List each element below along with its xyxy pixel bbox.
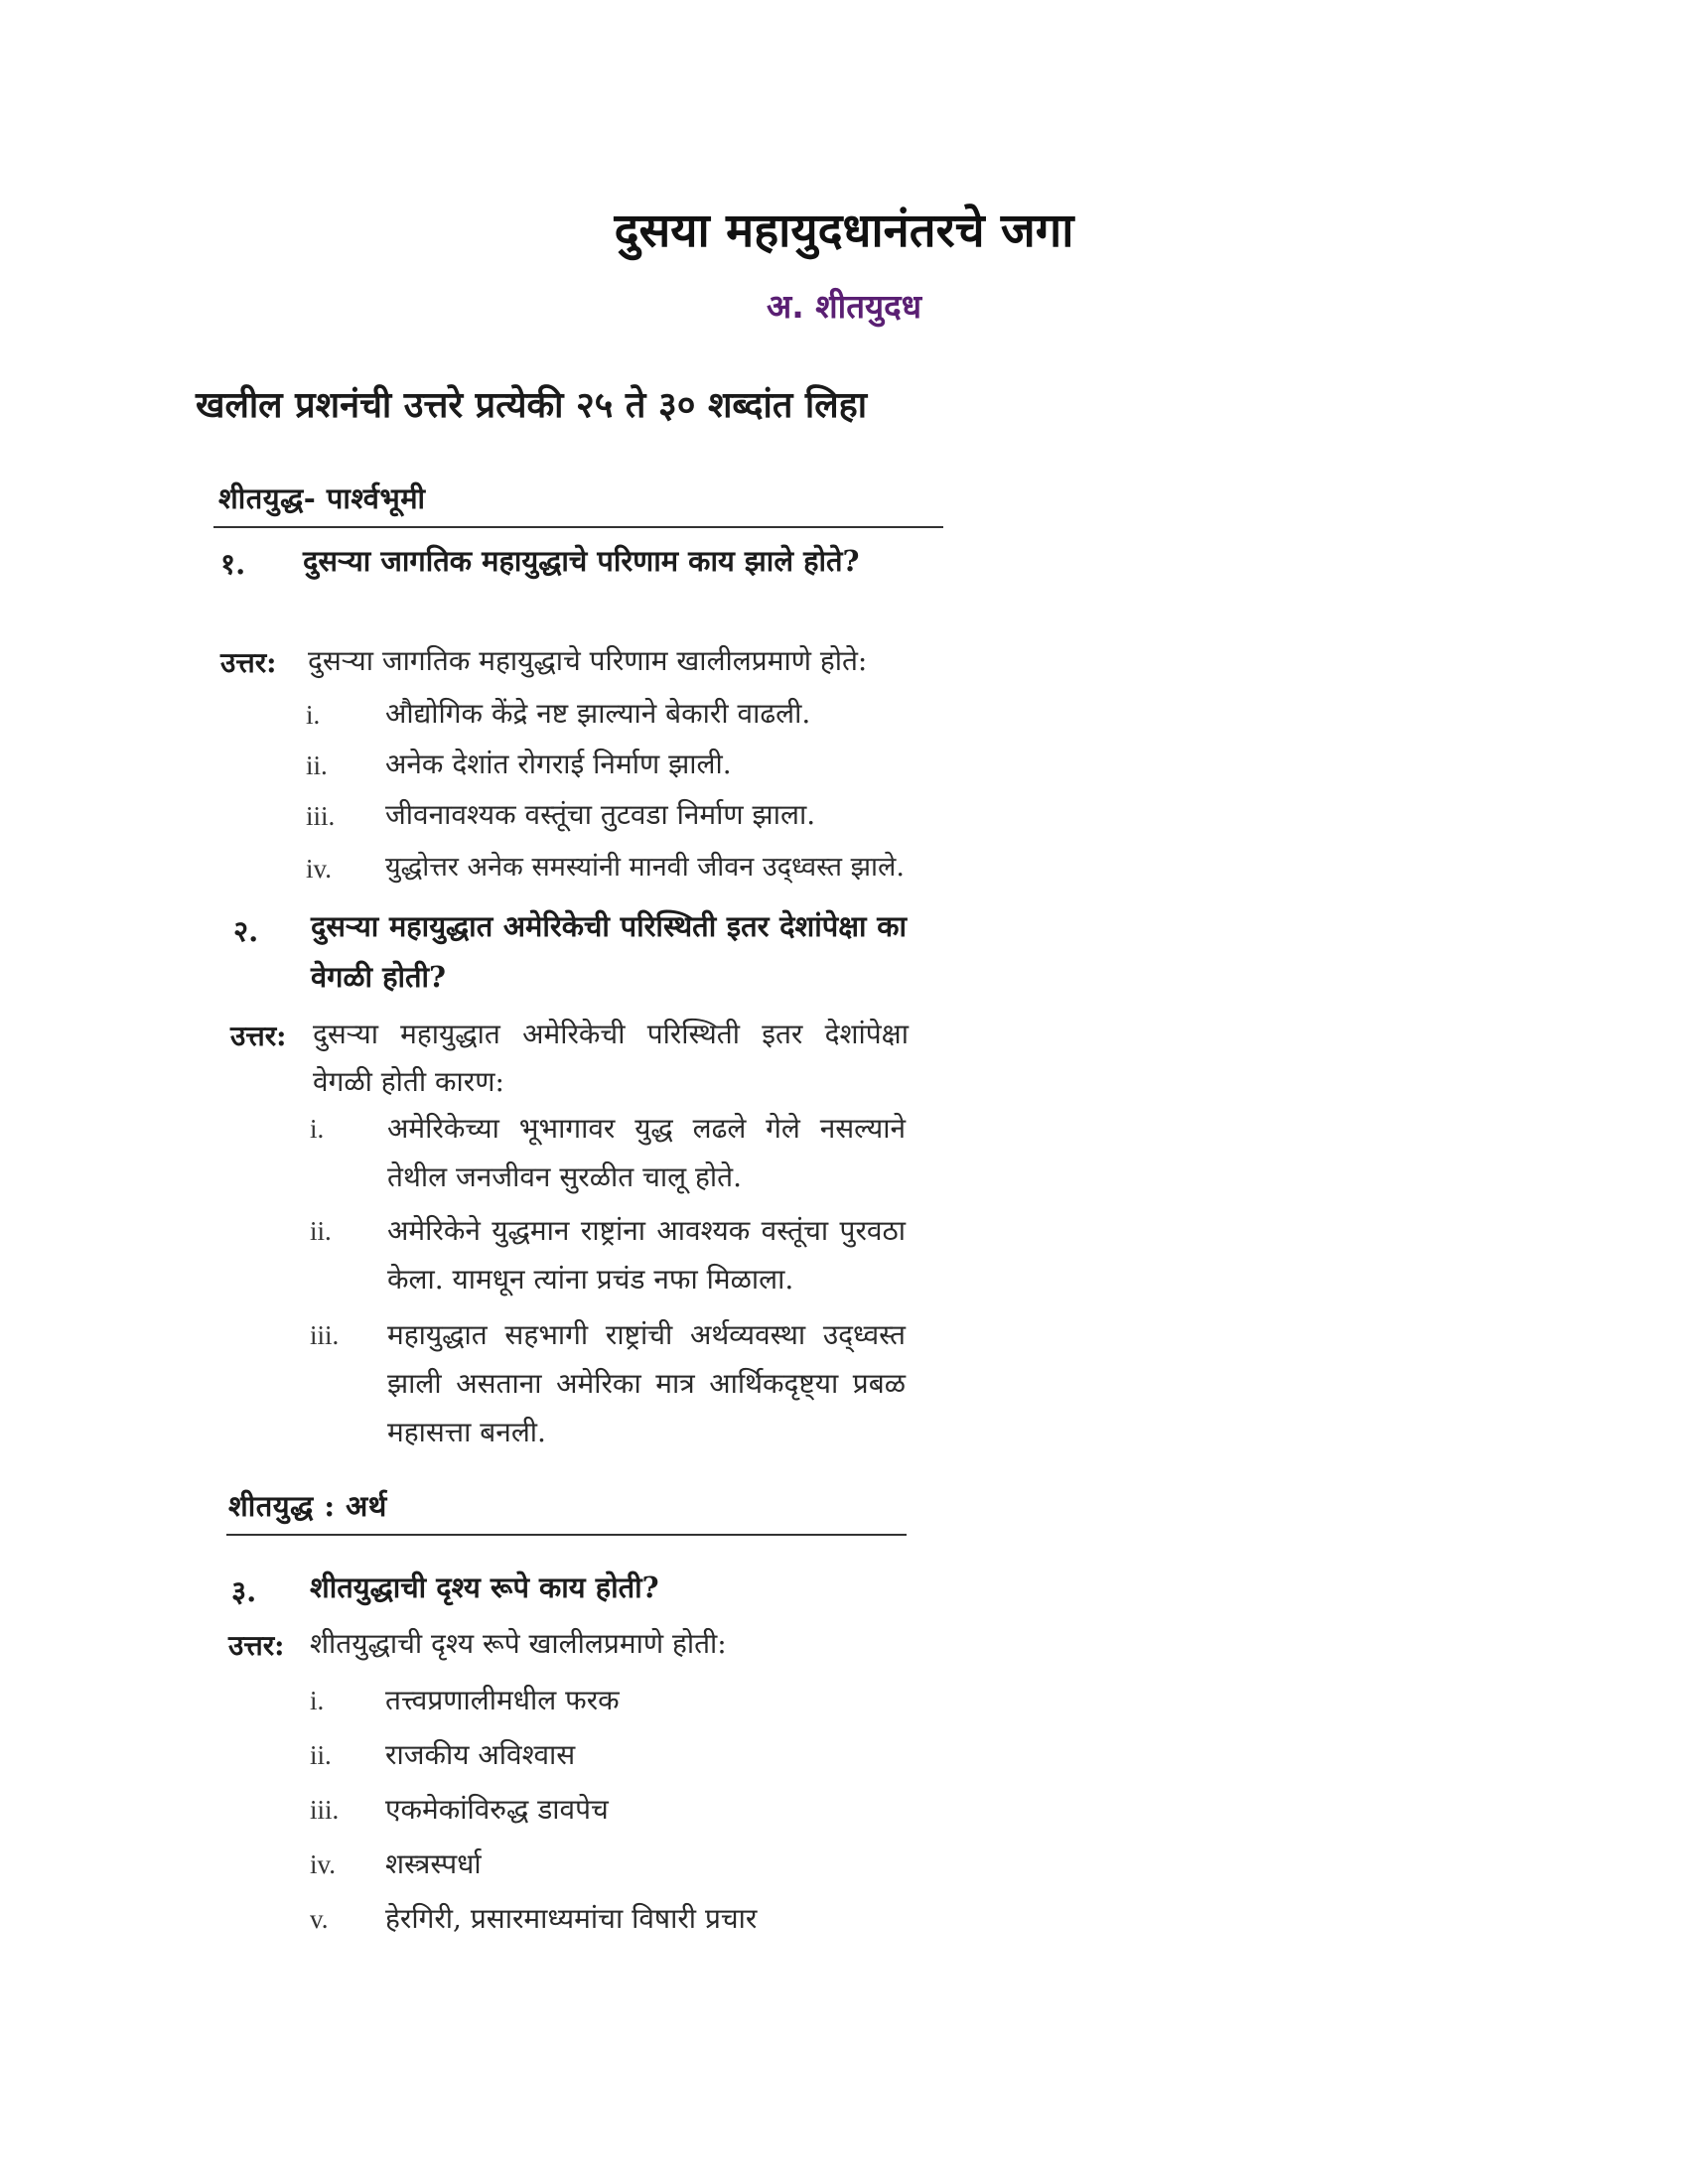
point-marker: iii. — [310, 1320, 340, 1350]
answer-point: हेरगिरी, प्रसारमाध्यमांचा विषारी प्रचार — [385, 1902, 758, 1935]
answer-point: एकमेकांविरुद्ध डावपेच — [385, 1793, 609, 1826]
answer-point: युद्धोत्तर अनेक समस्यांनी मानवी जीवन उद्ध्वस्त झाले. — [385, 852, 905, 883]
point-marker: ii. — [310, 1740, 332, 1770]
question-text: दुसऱ्या महायुद्धात अमेरिकेची परिस्थिती इतर देशांपेक्षा का वेगळी होती? — [311, 909, 907, 994]
section-heading: शीतयुद्ध- पार्श्वभूमी — [218, 481, 426, 515]
answer-point: अनेक देशांत रोगराई निर्माण झाली. — [385, 748, 732, 780]
answer-point: अमेरिकेच्या भूभागावर युद्ध लढले गेले नसल्याने तेथील जनजीवन सुरळीत चालू होते. — [387, 1112, 906, 1193]
instruction-text: खलील प्रशनंची उत्तरे प्रत्येकी २५ ते ३० शब्दांत लिहा — [196, 385, 868, 426]
question-number: ३. — [231, 1574, 257, 1608]
point-marker: v. — [310, 1904, 329, 1934]
page-title: दुसया महायुदधानंतरचे जगा — [614, 204, 1074, 258]
answer-intro: दुसऱ्या जागतिक महायुद्धाचे परिणाम खालीलप्रमाणे होते: — [308, 644, 868, 677]
answer-label: उत्तर: — [220, 646, 277, 679]
answer-label: उत्तर: — [230, 1020, 287, 1052]
point-marker: iii. — [306, 801, 336, 831]
point-marker: iii. — [310, 1795, 340, 1825]
answer-point: औद्योगिक केंद्रे नष्ट झाल्याने बेकारी वाढली. — [385, 697, 811, 730]
point-marker: iv. — [310, 1849, 336, 1879]
answer-point: जीवनावश्यक वस्तूंचा तुटवडा निर्माण झाला. — [385, 798, 816, 831]
answer-point: राजकीय अविश्वास — [385, 1738, 576, 1771]
question-text: शीतयुद्धाची दृश्य रूपे काय होती? — [310, 1570, 659, 1604]
answer-point: तत्त्वप्रणालीमधील फरक — [385, 1684, 620, 1716]
answer-label: उत्तर: — [228, 1629, 285, 1662]
point-marker: ii. — [306, 751, 328, 780]
question-number: २. — [233, 914, 259, 948]
page-subtitle: अ. शीतयुदध — [767, 287, 921, 326]
point-marker: iv. — [306, 854, 332, 884]
point-marker: i. — [310, 1686, 325, 1715]
answer-intro: शीतयुद्धाची दृश्य रूपे खालीलप्रमाणे होती: — [310, 1627, 727, 1660]
section-divider — [226, 1534, 907, 1536]
point-marker: i. — [310, 1114, 325, 1144]
answer-point: महायुद्धात सहभागी राष्ट्रांची अर्थव्यवस्था उद्ध्वस्त झाली असताना अमेरिका मात्र आर्थिकदृष्ट्या प्रबळ महासत्ता बनली. — [387, 1318, 906, 1448]
question-text: दुसऱ्या जागतिक महायुद्धाचे परिणाम काय झाले होते? — [303, 544, 860, 578]
section-divider — [213, 526, 943, 528]
section-heading: शीतयुद्ध : अर्थ — [228, 1489, 387, 1523]
answer-point: शस्त्रस्पर्धा — [385, 1847, 482, 1880]
question-number: १. — [220, 547, 246, 581]
point-marker: i. — [306, 700, 321, 730]
answer-intro: दुसऱ्या महायुद्धात अमेरिकेची परिस्थिती इतर देशांपेक्षा वेगळी होती कारण: — [313, 1018, 909, 1098]
point-marker: ii. — [310, 1216, 332, 1246]
answer-point: अमेरिकेने युद्धमान राष्ट्रांना आवश्यक वस्तूंचा पुरवठा केला. यामधून त्यांना प्रचंड नफा मिळाला. — [387, 1214, 906, 1296]
